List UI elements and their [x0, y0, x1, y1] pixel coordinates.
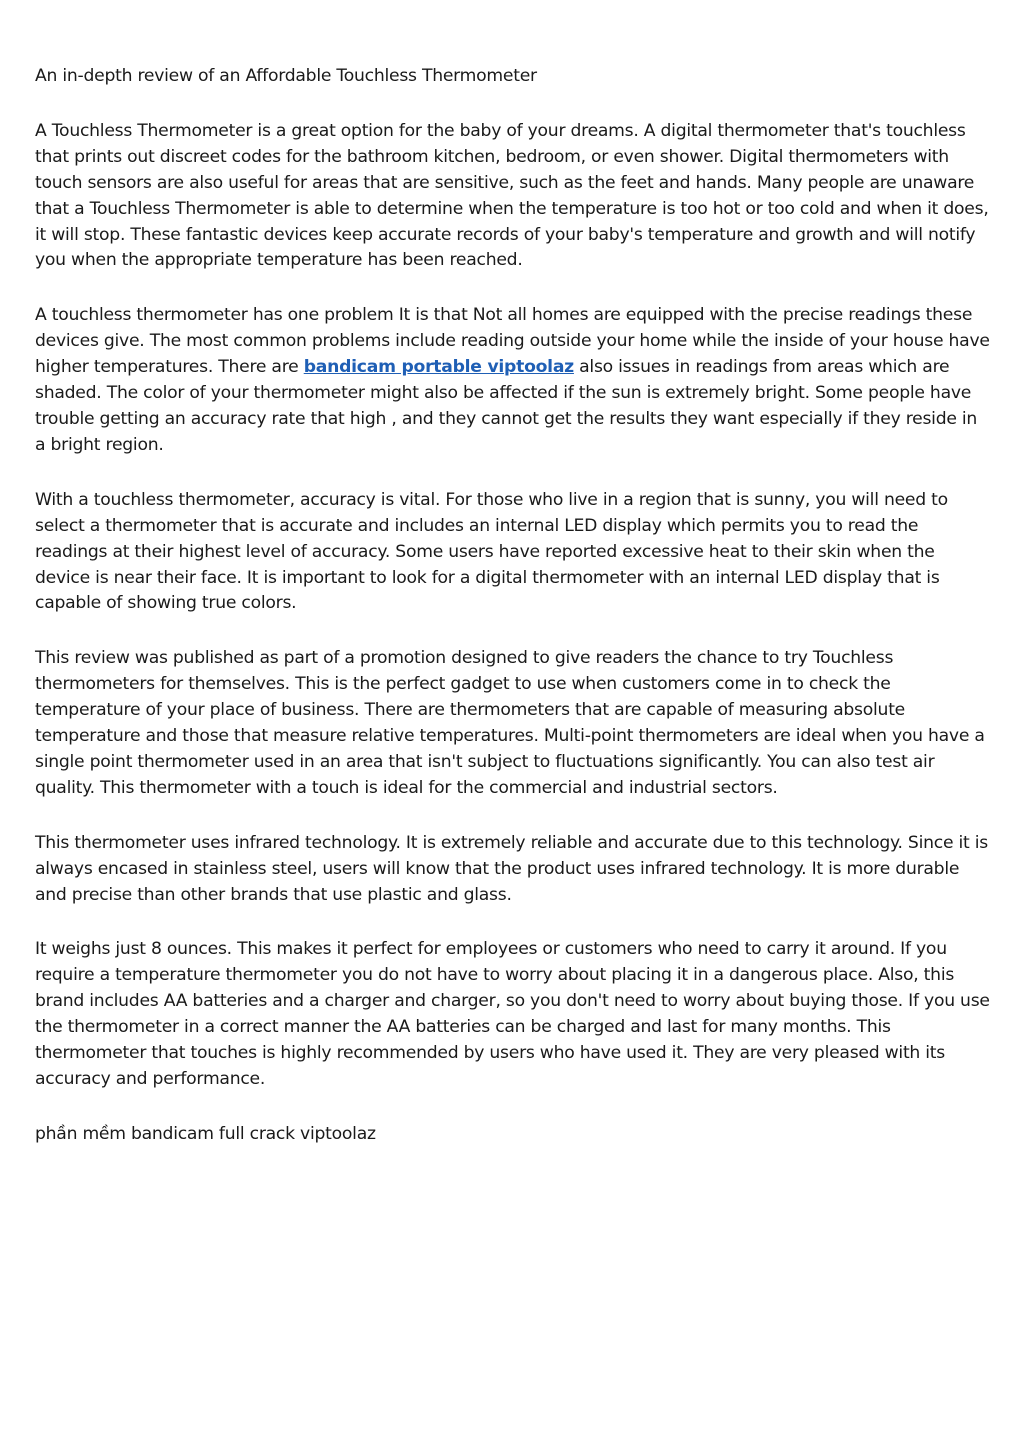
document-body [35, 64, 990, 1177]
paragraph-promotion: This review was published as part of a promotion designed to give readers the chance to try Touchless thermometers for themselves. This is the perfect gadget to use when customers come in to check the temperature of your place of business. There are thermometers that are capable of measuring absolute temperature and those that measure relative temperatures. Multi-point thermometers are ideal when you have a single point thermometer used in an area that isn't subject to fluctuations significantly. You can also test air quality. This thermometer with a touch is ideal for the commercial and industrial sectors. [35, 648, 985, 798]
paragraph-problems-text-before: A touchless thermometer has one problem It is that Not all homes are equipped with the precise readings these devices give. The most common problems include reading outside your home while the inside of your house have higher temperatures. There are [35, 305, 990, 378]
footer-line: phần mềm bandicam full crack viptoolaz [35, 1123, 376, 1144]
paragraph-problems-text-after: also issues in readings from areas which are shaded. The color of your thermometer might also be affected if the sun is extremely bright. Some people have trouble getting an accuracy rate that high , and they cannot get the results they want especially if they reside in a bright region. [35, 357, 978, 455]
paragraph-intro: A Touchless Thermometer is a great option for the baby of your dreams. A digital thermometer that's touchless that prints out discreet codes for the bathroom kitchen, bedroom, or even shower. Digital thermometers with touch sensors are also useful for areas that are sensitive, such as the feet and hands. Many people are unaware that a Touchless Thermometer is able to determine when the temperature is too hot or too cold and when it does, it will stop. These fantastic devices keep accurate records of your baby's temperature and growth and will notify you when the appropriate temperature has been reached. [35, 120, 989, 271]
paragraph-infrared: This thermometer uses infrared technology. It is extremely reliable and accurate due to this technology. Since it is always encased in stainless steel, users will know that the product uses infrared technology. It is more durable and precise than other brands that use plastic and glass. [35, 832, 988, 905]
paragraph-weight: It weighs just 8 ounces. This makes it perfect for employees or customers who need to carry it around. If you require a temperature thermometer you do not have to worry about placing it in a dangerous place. Also, this brand includes AA batteries and a charger and charger, so you don't need to worry about buying those. If you use the thermometer in a correct manner the AA batteries can be charged and last for many months. This thermometer that touches is highly recommended by users who have used it. They are very pleased with its accuracy and performance. [35, 939, 990, 1089]
paragraph-accuracy: With a touchless thermometer, accuracy is vital. For those who live in a region that is sunny, you will need to select a thermometer that is accurate and includes an internal LED display which permits you to read the readings at their highest level of accuracy. Some users have reported excessive heat to their skin when the device is near their face. It is important to look for a digital thermometer with an internal LED display that is capable of showing true colors. [35, 489, 948, 614]
document-title: An in-depth review of an Affordable Touchless Thermometer [35, 66, 537, 86]
bandicam-portable-link[interactable]: bandicam portable viptoolaz [303, 357, 574, 378]
paragraph-problems [35, 303, 990, 458]
